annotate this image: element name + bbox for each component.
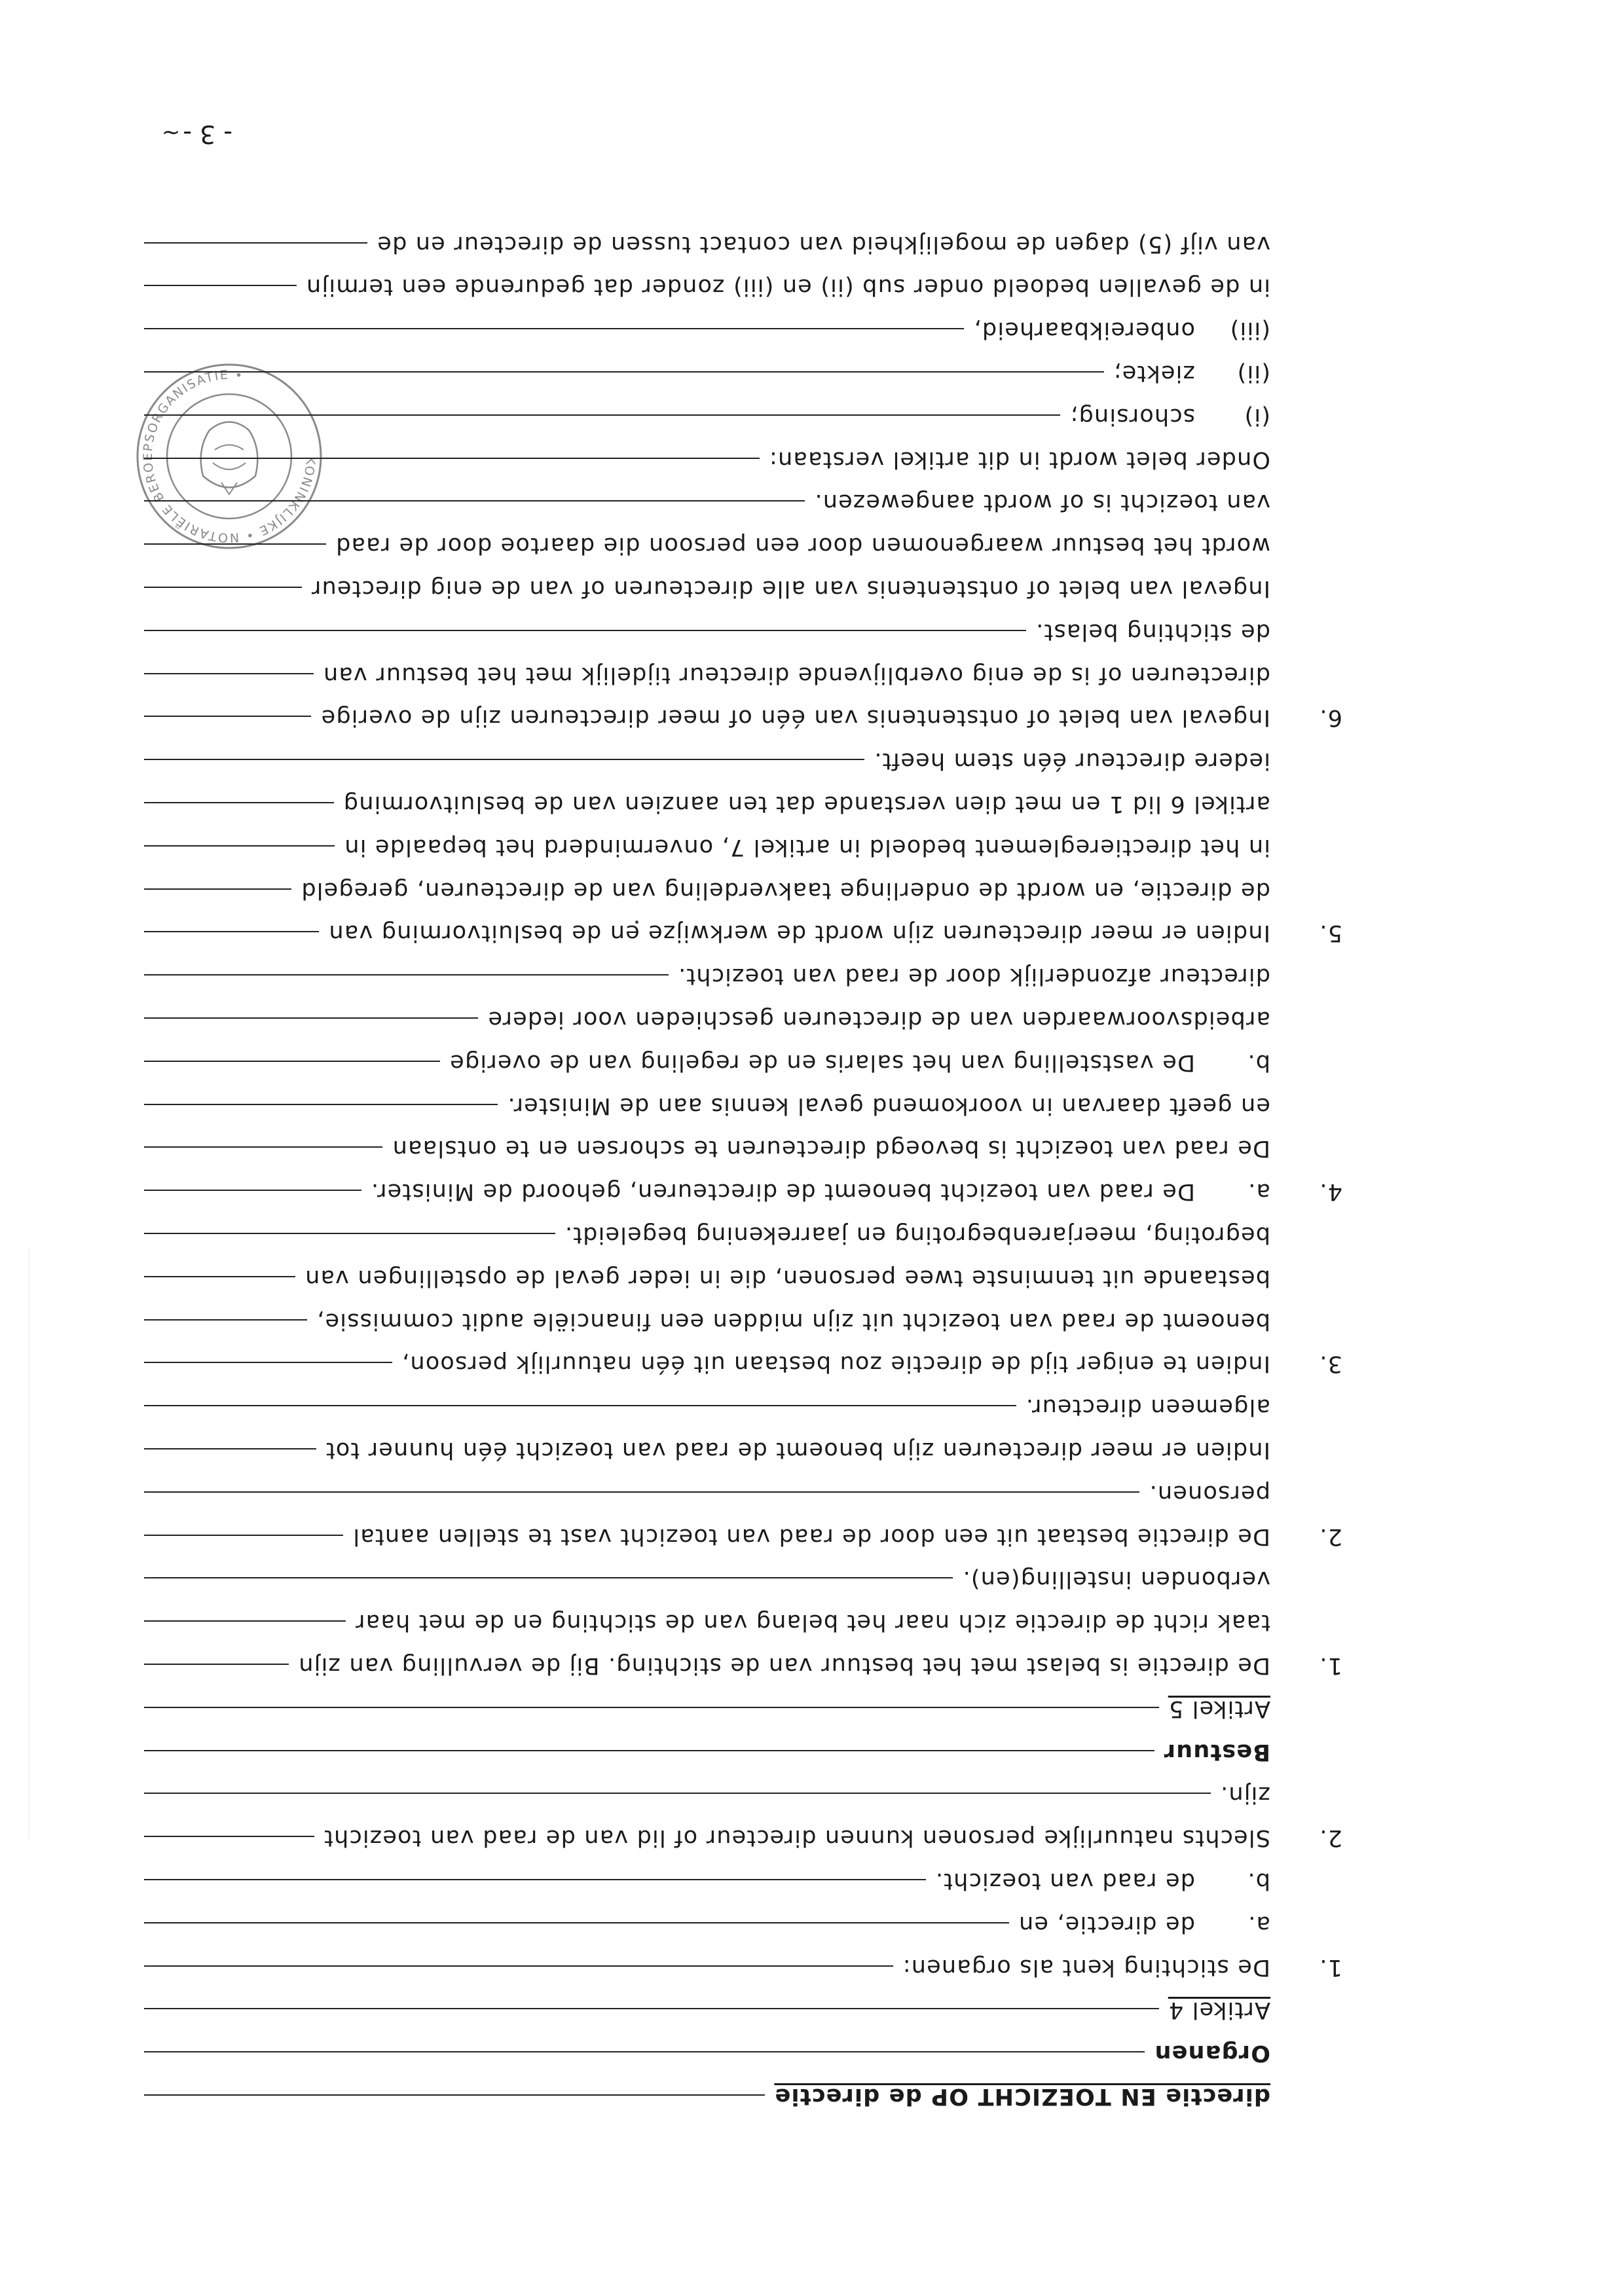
sub-item-marker: a. <box>1247 1910 1270 1937</box>
fill-line <box>144 1836 314 1837</box>
sub-item-marker: b. <box>1247 1049 1270 1076</box>
line-text: iedere directeur één stem heeft. <box>874 748 1270 774</box>
sub-item-marker: b. <box>1247 1868 1270 1894</box>
fill-line <box>144 458 760 459</box>
fill-line <box>144 1750 1154 1751</box>
line-text: onbereikbaarheid, <box>973 317 1195 344</box>
fill-line <box>144 931 319 932</box>
line-text: Onder belet wordt in dit artikel verstaan: <box>768 446 1270 473</box>
fill-line <box>144 242 367 244</box>
text-line <box>144 1334 1342 1377</box>
line-text: artikel 6 lid 1 en met dien verstande dat ten aanzien van de besluitvorming <box>342 791 1270 817</box>
text-line <box>144 1161 1342 1205</box>
item-number: 3. <box>1319 1351 1342 1377</box>
line-text: De raad van toezicht benoemt de directeuren, gehoord de Minister. <box>370 1178 1195 1205</box>
line-text: De stichting kent als organen: <box>902 1954 1270 1980</box>
text-line <box>144 472 1270 515</box>
line-text: Indien er meer directeuren zijn wordt de werkwijze en de besluitvorming van <box>328 920 1270 947</box>
fill-line <box>144 285 297 286</box>
text-line <box>144 645 1270 688</box>
text-line <box>144 1118 1270 1161</box>
fill-line <box>144 1793 1211 1794</box>
sub-item-marker: a. <box>1247 1178 1270 1205</box>
line-text: de directie, en <box>1018 1910 1195 1937</box>
fill-line <box>144 1061 440 1062</box>
line-text: Indien er meer directeuren zijn benoemt de raad van toezicht één hunner tot <box>325 1437 1270 1463</box>
fill-line <box>144 1362 392 1363</box>
text-line <box>144 1506 1342 1550</box>
text-line <box>144 558 1270 602</box>
line-text: De raad van toezicht is bevoegd directeuren te schorsen en te ontslaan <box>392 1135 1270 1162</box>
line-text: directeuren of is de enig overblijvende directeur tijdelijk met het bestuur van <box>322 661 1270 688</box>
item-number: 2. <box>1319 1523 1342 1550</box>
line-text: taak richt de directie zich naar het belang van de stichting en de met haar <box>354 1609 1270 1636</box>
line-text: bestaande uit tenminste twee personen, die in ieder geval de opstellingen van <box>304 1264 1270 1291</box>
margin-guide <box>28 1248 29 1838</box>
item-number: 2. <box>1319 1825 1342 1851</box>
section-heading: directie EN TOEZICHT OP de directie <box>774 2083 1270 2109</box>
text-line <box>144 602 1270 645</box>
line-text: verbonden instelling(en). <box>962 1566 1270 1593</box>
fill-line <box>144 371 1104 373</box>
fill-line <box>144 759 864 760</box>
line-text: begroting, meerjarenbegroting en jaarrekening begeleidt. <box>564 1222 1270 1248</box>
fill-line <box>144 1233 555 1234</box>
line-text: benoemt de raad van toezicht uit zijn midden een financiële audit commissie, <box>316 1307 1270 1334</box>
text-line <box>144 1032 1270 1076</box>
text-line <box>144 946 1270 989</box>
line-text: van vijf (5) dagen de mogelijkheid van contact tussen de directeur en de <box>377 230 1270 257</box>
text-line <box>144 1722 1270 1765</box>
fill-line <box>144 673 314 674</box>
item-number: 1. <box>1319 1652 1342 1679</box>
text-line <box>144 1291 1270 1334</box>
fill-line <box>144 328 964 329</box>
fill-line <box>144 716 311 717</box>
item-number: 5. <box>1319 920 1342 947</box>
page-number: - 3 -~ <box>161 120 232 149</box>
text-line <box>144 257 1270 300</box>
item-number: 6. <box>1319 704 1342 731</box>
fill-line <box>144 1276 295 1277</box>
text-line <box>144 1248 1270 1291</box>
text-line <box>144 774 1270 817</box>
section-heading: Organen <box>1154 2040 1270 2067</box>
text-line <box>144 386 1270 429</box>
text-line <box>144 1549 1270 1592</box>
line-text: wordt het bestuur waargenomen door een persoon die daartoe door de raad <box>335 532 1270 559</box>
text-line <box>144 515 1270 558</box>
text-line <box>144 1937 1342 1980</box>
fill-line <box>144 1017 478 1019</box>
line-text: directeur afzonderlijk door de raad van toezicht. <box>677 963 1270 990</box>
line-text: personen. <box>1149 1480 1270 1506</box>
fill-line <box>144 802 334 803</box>
text-line <box>144 1205 1270 1248</box>
text-line <box>144 2066 1270 2109</box>
sub-item-marker: (iii) <box>1229 317 1270 344</box>
text-line <box>144 300 1270 343</box>
fill-line <box>144 1535 343 1536</box>
fill-line <box>144 1190 361 1191</box>
line-text: Artikel 4 <box>1168 1997 1270 2024</box>
line-text: De vaststelling van het salaris en de regeling van de overige <box>449 1049 1195 1076</box>
line-text: schorsing; <box>1069 403 1195 429</box>
line-text: arbeidsvoorwaarden van de directeuren geschieden voor iedere <box>487 1006 1270 1032</box>
fill-line <box>144 1146 382 1148</box>
line-text: zijn. <box>1219 1781 1270 1808</box>
text-line <box>144 1764 1270 1808</box>
text-line <box>144 1592 1270 1635</box>
text-line <box>144 1851 1270 1894</box>
fill-line <box>144 888 291 890</box>
text-line <box>144 731 1270 774</box>
text-line <box>144 429 1270 473</box>
text-line <box>144 2023 1270 2066</box>
line-text: Indien te eniger tijd de directie zou bestaan uit één natuurlijk persoon, <box>401 1351 1270 1377</box>
fill-line <box>144 1448 316 1449</box>
fill-line <box>144 1319 307 1321</box>
text-line <box>144 1076 1270 1119</box>
text-line <box>144 989 1270 1032</box>
line-text: Slechts natuurlijke personen kunnen directeur of lid van de raad van toezicht <box>323 1825 1270 1851</box>
fill-line <box>144 1620 346 1622</box>
item-number: 4. <box>1319 1178 1342 1205</box>
fill-line <box>144 974 669 975</box>
fill-line <box>144 1922 1009 1923</box>
line-text: de stichting belast. <box>1035 618 1270 645</box>
fill-line <box>144 1965 893 1967</box>
fill-line <box>144 1879 926 1880</box>
fill-line <box>144 1104 498 1105</box>
text-line <box>144 1463 1270 1506</box>
text-line <box>144 1420 1270 1463</box>
fill-line <box>144 1491 1139 1493</box>
fill-line <box>144 2051 1145 2052</box>
item-number: 1. <box>1319 1954 1342 1980</box>
fill-line <box>144 845 335 847</box>
text-line <box>144 687 1342 731</box>
section-heading: Bestuur <box>1163 1738 1270 1765</box>
line-text: de raad van toezicht. <box>934 1868 1195 1894</box>
text-line <box>144 214 1270 257</box>
text-line <box>144 343 1270 386</box>
fill-line <box>144 543 326 545</box>
line-text: Ingeval van belet of ontstentenis van één of meer directeuren zijn de overige <box>320 704 1270 731</box>
text-line <box>144 1980 1270 2023</box>
text-line <box>144 817 1270 860</box>
fill-line <box>144 1577 953 1578</box>
text-line <box>144 1808 1342 1851</box>
line-text: De directie bestaat uit een door de raad van toezicht vast te stellen aantal <box>352 1523 1270 1550</box>
line-text: de directie, en wordt de onderlinge taakverdeling van de directeuren, geregeld <box>301 877 1270 903</box>
sub-item-marker: (i) <box>1244 403 1270 429</box>
fill-line <box>144 1707 1159 1708</box>
fill-line <box>144 2008 1159 2009</box>
svg-text:KONINKLIJKE • NOTARIËLE BEROEP: KONINKLIJKE • NOTARIËLE BEROEPSORGANISATIE • <box>140 367 318 545</box>
fill-line <box>144 500 805 501</box>
line-text: Artikel 5 <box>1168 1695 1270 1722</box>
line-text: algemeen directeur. <box>1025 1394 1270 1421</box>
fill-line <box>144 2094 765 2096</box>
line-text: Ingeval van belet of ontstentenis van alle directeuren of van de enig directeur <box>310 575 1270 602</box>
fill-line <box>144 587 302 588</box>
fill-line <box>144 414 1060 416</box>
fill-line <box>144 1405 1016 1406</box>
line-text: in de gevallen bedoeld onder sub (ii) en (iii) zonder dat gedurende een termijn <box>305 274 1270 301</box>
text-line <box>144 1894 1270 1937</box>
line-text: De directie is belast met het bestuur van de stichting. Bij de vervulling van zijn <box>298 1652 1270 1679</box>
fill-line <box>144 1664 289 1665</box>
line-text: in het directiereglement bedoeld in artikel 7, onverminderd het bepaalde in <box>344 833 1270 860</box>
text-line <box>144 1377 1270 1420</box>
line-text: en geeft daarvan in voorkomend geval kennis aan de Minister. <box>507 1092 1270 1119</box>
text-line <box>144 1635 1342 1679</box>
line-text: ziekte; <box>1113 360 1195 386</box>
sub-item-marker: (ii) <box>1236 360 1270 386</box>
text-line <box>144 903 1342 947</box>
fill-line <box>144 630 1026 631</box>
text-line <box>144 860 1270 903</box>
text-line <box>144 1679 1270 1722</box>
line-text: van toezicht is of wordt aangewezen. <box>814 489 1270 516</box>
